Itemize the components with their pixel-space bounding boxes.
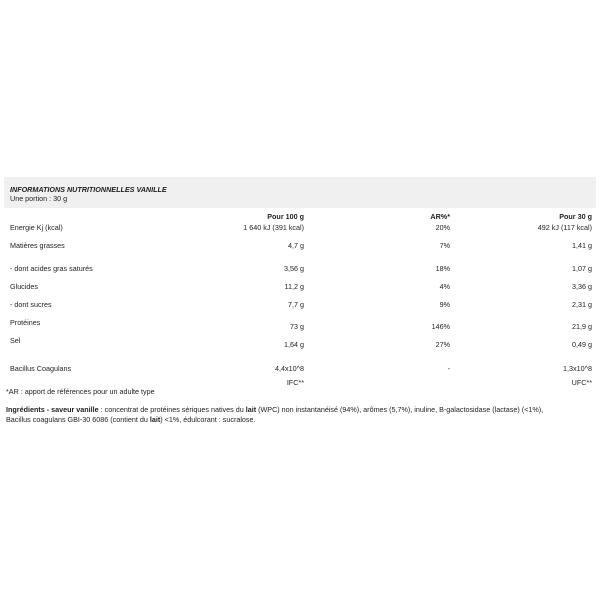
nutrition-header (4, 177, 596, 208)
row-per100-bottom: IFC** (286, 378, 304, 387)
table-row (4, 313, 596, 331)
row-per30-top: 1,3x10^8 (563, 364, 592, 373)
row-per30: 2,31 g (572, 299, 592, 309)
row-per30: 1,07 g (572, 263, 592, 273)
row-ar: 4% (439, 281, 450, 291)
allergen-lait: lait (149, 415, 161, 424)
row-per100: 3,56 g (284, 263, 304, 273)
row-ar: 20% (435, 223, 450, 232)
ingredients-part2: (WPC) non instantanéisé (94%), arômes (5,7%), inuline, B-galactosidase (lactase) (<1%), (256, 405, 544, 414)
table-row (4, 277, 596, 295)
col-ar-header: AR%* (430, 212, 450, 221)
row-label: Bacillus Coagulans (10, 364, 72, 373)
row-ar: - (447, 364, 450, 373)
row-per100: 1 640 kJ (391 kcal) (243, 223, 304, 232)
table-row (4, 349, 596, 373)
ingredients-text (6, 405, 596, 425)
portion-size: Une portion : 30 g (10, 194, 68, 203)
row-per30: 0,49 g (572, 340, 592, 349)
ingredients-part4: ) <1%, édulcorant : sucralose. (160, 415, 256, 424)
ingredients-part1: : concentrat de protéines sériques natives du (98, 405, 246, 414)
row-label: Glucides (10, 281, 38, 291)
table-row (4, 241, 596, 259)
row-ar: 9% (439, 299, 450, 309)
ingredients-part3: Bacillus coagulans GBI-30 6086 (contient du (6, 415, 150, 424)
row-ar: 27% (435, 340, 450, 349)
col-per30-header: Pour 30 g (559, 212, 592, 221)
row-per30-bottom: UFC** (571, 378, 592, 387)
table-row (4, 331, 596, 349)
ingredients-heading: Ingrédients - saveur vanille (6, 405, 99, 414)
table-row (4, 295, 596, 313)
row-per100-top: 4,4x10^8 (275, 364, 304, 373)
row-label: - dont acides gras saturés (10, 263, 93, 273)
row-per30: 3,36 g (572, 281, 592, 291)
table-header-row (4, 208, 596, 223)
row-label: Protéines (10, 317, 41, 327)
row-label: Sel (10, 335, 21, 345)
row-per100: 1,64 g (284, 340, 304, 349)
ar-footnote: *AR : apport de références pour un adulte type (6, 387, 155, 396)
allergen-lait: lait (245, 405, 257, 414)
row-label: - dont sucres (10, 299, 52, 309)
nutrition-title: INFORMATIONS NUTRITIONNELLES VANILLE (10, 185, 167, 194)
row-ar: 7% (439, 241, 450, 250)
row-label: Energie Kj (kcal) (10, 223, 63, 232)
nutrition-panel (4, 177, 596, 387)
table-row (4, 223, 596, 241)
row-label: Matières grasses (10, 241, 65, 250)
nutrition-table (4, 208, 596, 387)
row-per30: 21,9 g (572, 322, 592, 331)
row-per100: 7,7 g (288, 299, 304, 309)
table-row (4, 259, 596, 277)
table-row (4, 373, 596, 387)
row-per100: 4,7 g (288, 241, 304, 250)
row-ar: 18% (435, 263, 450, 273)
row-per30: 492 kJ (117 kcal) (537, 223, 592, 232)
row-per100: 11,2 g (284, 281, 304, 291)
row-per30: 1,41 g (572, 241, 592, 250)
row-per100: 73 g (290, 322, 304, 331)
row-ar: 146% (431, 322, 450, 331)
col-per100-header: Pour 100 g (267, 212, 304, 221)
